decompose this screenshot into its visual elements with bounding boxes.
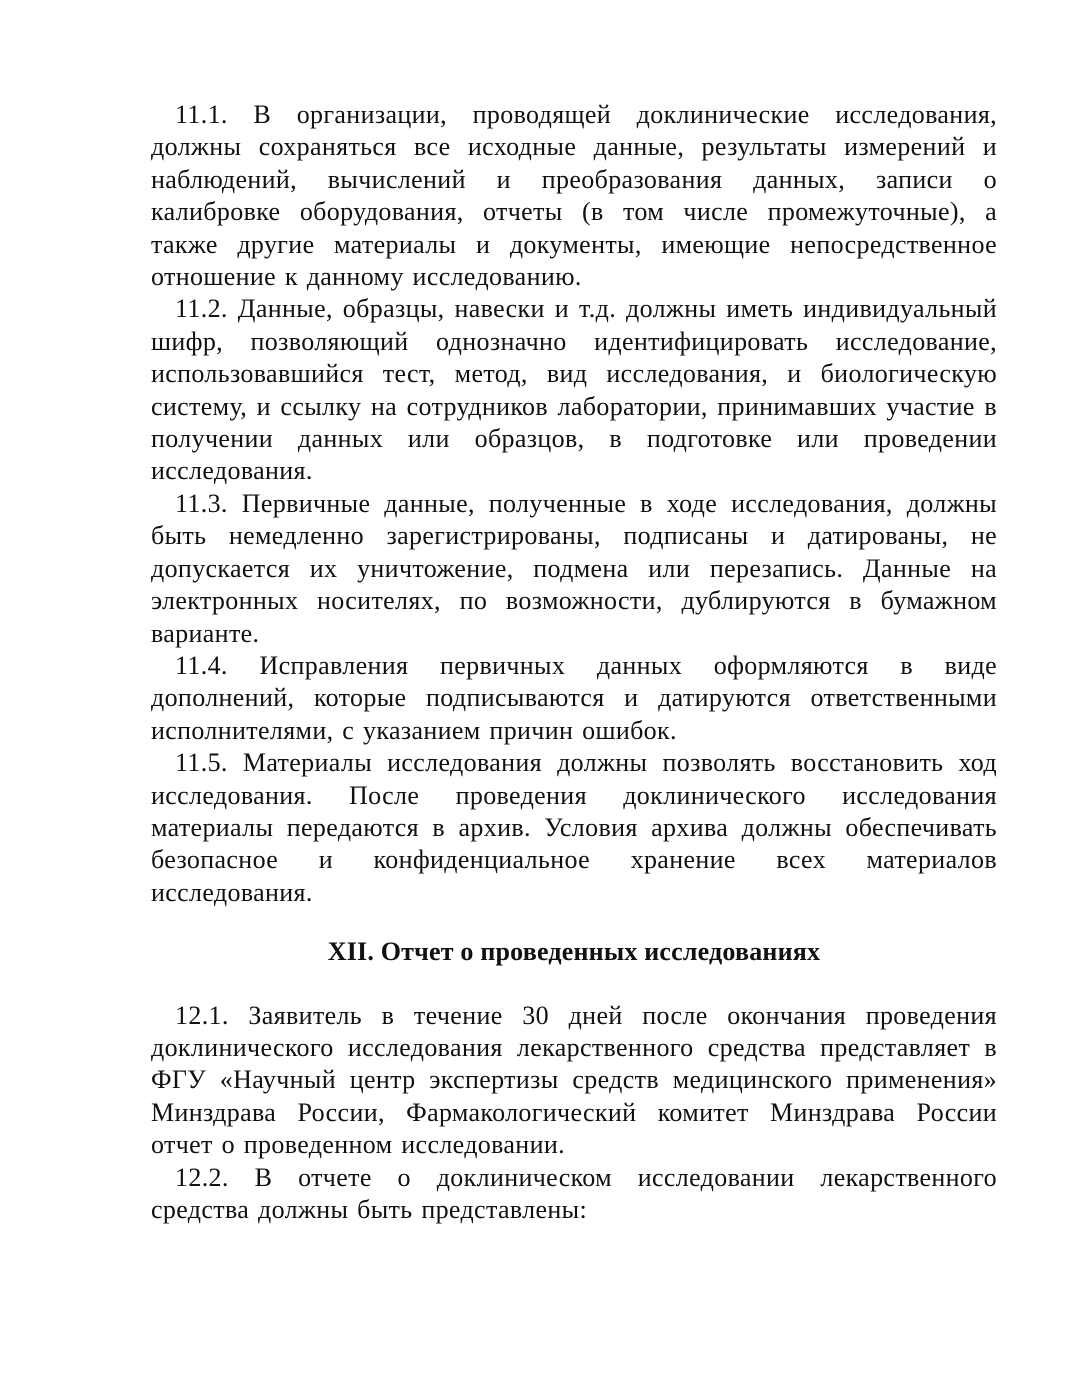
document-page: [151, 99, 997, 1226]
section-12-heading: XII. Отчет о проведенных исследованиях: [327, 937, 821, 967]
paragraph-11-4: 11.4. Исправления первичных данных оформляются в виде дополнений, которые подписываются и датируются ответственными исполнителями, с указанием причин ошибок.: [151, 650, 997, 745]
paragraph-11-5: 11.5. Материалы исследования должны позволять восстановить ход исследования. После проведения доклинического исследования материалы передаются в архив. Условия архива должны обеспечивать безопасное и конфиденциальное хранение всех материалов исследования.: [151, 748, 997, 907]
paragraph-11-2: 11.2. Данные, образцы, навески и т.д. должны иметь индивидуальный шифр, позволяющий однозначно идентифицировать исследование, использовавшийся тест, метод, вид исследования, и биологическую систему, и ссылку на сотрудников лаборатории, принимавших участие в получении данных или образцов, в подготовке или проведении исследования.: [151, 294, 997, 486]
paragraph-12-1: 12.1. Заявитель в течение 30 дней после окончания проведения доклинического исследования лекарственного средства представляет в ФГУ «Научный центр экспертизы средств медицинского применения» Минздрава России, Фармакологический комитет Минздрава России отчет о проведенном исследовании.: [151, 1000, 997, 1160]
paragraph-11-3: 11.3. Первичные данные, полученные в ходе исследования, должны быть немедленно зарегистрированы, подписаны и датированы, не допускается их уничтожение, подмена или перезапись. Данные на электронных носителях, по возможности, дублируются в бумажном варианте.: [151, 488, 997, 648]
paragraph-11-1: 11.1. В организации, проводящей доклинические исследования, должны сохраняться все исходные данные, результаты измерений и наблюдений, вычислений и преобразования данных, записи о калибровке оборудования, отчеты (в том числе промежуточные), а также другие материалы и документы, имеющие непосредственное отношение к данному исследованию.: [151, 100, 997, 292]
paragraph-12-2: 12.2. В отчете о доклиническом исследовании лекарственного средства должны быть представлены:: [151, 1162, 997, 1224]
